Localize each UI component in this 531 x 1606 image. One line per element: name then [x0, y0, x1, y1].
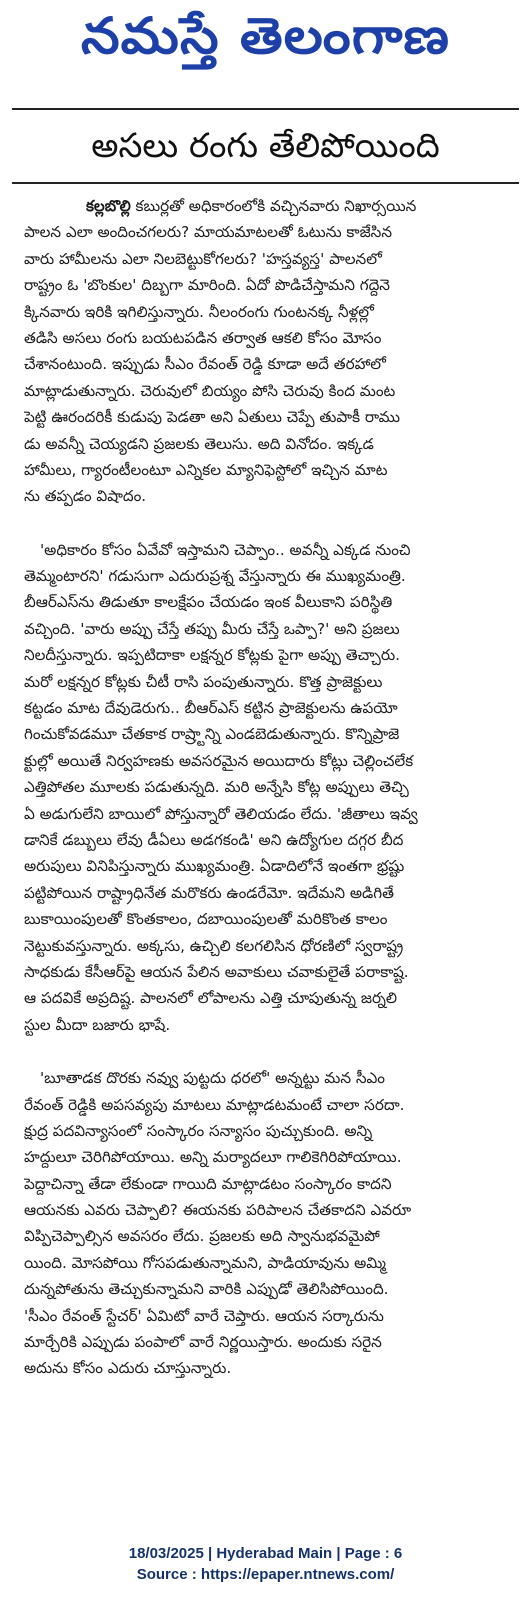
- article-line: పాలన ఎలా అందించగలరు? మాయమాటలతో ఓటును కాజేసిన: [24, 223, 393, 242]
- article-line: 'సీఎం రేవంత్ స్టేచర్' ఏమిటో వారే చెప్తారు. ఆయన సర్కారును: [24, 1306, 384, 1325]
- article-line: రేవంత్ రెడ్డికి అపసవ్యపు మాటలు మాట్లాడటమంటే చాలా సరదా.: [24, 1095, 405, 1114]
- article-line: ఎత్తిపోతల మూలకు పడుతున్నది. మరి అన్నేసి కోట్ల అప్పులు తెచ్చి: [24, 778, 409, 797]
- article-line: నెట్టుకువస్తున్నారు. అక్కసు, ఉచ్చిలి కలగలిసిన ధోరణిలో స్వరాష్ట్ర: [24, 936, 404, 955]
- article-line: చేశానంటుంది. ఇప్పుడు సీఎం రేవంత్ రెడ్డి కూడా అదే తరహాలో: [24, 355, 386, 374]
- article-line: విప్పిచెప్పాల్సిన అవసరం లేదు. ప్రజలకు అది స్వానుభవమైపో: [24, 1227, 380, 1246]
- article-line: ఆయనకు ఎవరు చెప్పాలి? ఈయనకు పరిపాలన చేతకాదని ఎవరూ: [24, 1201, 412, 1220]
- article-line: రాష్ట్రం ఓ 'బొంకుల' దిబ్బగా మారింది. ఏదో పొడిచేస్తామని గద్దెనె: [24, 276, 390, 295]
- article-line: హద్దులూ చెరిగిపోయాయి. అన్ని మర్యాదలూ గాలికెగిరిపోయాయి.: [24, 1148, 402, 1167]
- article-line: బుకాయింపులతో కొంతకాలం, దబాయింపులతో మరికొంత కాలం: [24, 910, 388, 929]
- article-line: ఆ పదవికే అప్రదిష్ట. పాలనలో లోపాలను ఎత్తి చూపుతున్న జర్నలి: [24, 989, 398, 1008]
- article-body: [24, 193, 511, 1382]
- article-line: పెద్దాచిన్నా తేడా లేకుండా గాయిది మాట్లాడటం సంస్కారం కాదని: [24, 1174, 392, 1193]
- edition-dateline: 18/03/2025 | Hyderabad Main | Page : 6: [128, 1545, 403, 1562]
- article-line: క్కినవారు ఇరికి ఇగిలిస్తున్నారు. నీలంరంగు గుంటనక్క నీళ్లల్లో: [24, 302, 374, 321]
- article-paragraph: [24, 1065, 511, 1382]
- article-line: పట్టిపోయిన రాష్ట్రాధినేత మరొకరు ఉండరేమో. ఇదేమని అడిగితే: [24, 883, 394, 902]
- article-line: వచ్చింది. 'వారు అప్పు చేస్తే తప్పు మీరు చేస్తే ఒప్పా?' అని ప్రజలు: [24, 619, 400, 638]
- article-paragraph: [24, 537, 511, 1038]
- paragraph-gap: [24, 1038, 511, 1065]
- article-line: తడిసి అసలు రంగు బయటపడిన తర్వాత ఆకలి కోసం మోసం: [24, 328, 382, 347]
- article-paragraph: [24, 193, 511, 510]
- masthead: [0, 0, 531, 78]
- article-line: అదును కోసం ఎదురు చూస్తున్నారు.: [24, 1359, 232, 1378]
- lead-word: కల్లబొల్లి: [86, 197, 131, 215]
- paragraph-gap: [24, 510, 511, 537]
- article-line: యింది. మోసపోయి గోసపడుతున్నామని, పాడియావును అమ్మి: [24, 1253, 386, 1272]
- article-line: స్టుల మీదా బజారు భాషే.: [24, 1015, 171, 1034]
- article-line: దున్నపోతును తెచ్చుకున్నామని వారికి ఎప్పుడో తెలిసిపోయింది.: [24, 1280, 389, 1299]
- article-line: వారు హామీలను ఎలా నిలబెట్టుకోగలరు? 'హస్తవ్యస్త' పాలనలో: [24, 249, 382, 268]
- article-line: డు అవన్నీ చెయ్యడని ప్రజలకు తెలుసు. అది వినోదం. ఇక్కడ: [24, 434, 374, 453]
- article-line: క్టుల్లో అయితే నిర్వహణకు అవసరమైన అయిదారు కోట్లు చెల్లించలేక: [24, 751, 414, 770]
- article-line: మార్చేరికి ఎప్పుడు పంపాలో వారే నిర్ణయిస్తారు. అందుకు సరైన: [24, 1333, 382, 1352]
- article-line: తెమ్మంటారని' గడుసుగా ఎదురుప్రశ్న వేస్తున్నారు ఈ ముఖ్యమంత్రి.: [24, 567, 406, 586]
- article-line: సాధకుడు కేసీఆర్‌పై ఆయన పేలిన అవాకులు చవాకులైతే పరాకాష్ట.: [24, 962, 409, 981]
- article-line: 'అధికారం కోసం ఏవేవో ఇస్తామని చెప్పాం.. అవన్నీ ఎక్కడ నుంచి: [40, 540, 411, 559]
- headline-bottom-rule: [12, 182, 519, 184]
- article-line: కట్టడం మాట దేవుడెరుగు.. బీఆర్ఎస్ కట్టిన ప్రాజెక్టులను ఉపయో: [24, 699, 398, 718]
- article-line-text: కబుర్లతో అధికారంలోకి వచ్చినవారు నిఖార్సయిన: [130, 197, 417, 215]
- headline-top-rule: [12, 108, 519, 110]
- article-line: మరో లక్షన్నర కోట్లకు చీటీ రాసి పంపుతున్నారు. కొత్త ప్రాజెక్టులు: [24, 672, 383, 691]
- article-line: హామీలు, గ్యారంటీలంటూ ఎన్నికల మ్యానిఫెస్టోలో ఇచ్చిన మాట: [24, 460, 388, 479]
- article-line: అరుపులు వినిపిస్తున్నారు ముఖ్యమంత్రి. ఏడాదిలోనే ఇంతగా భ్రష్టు: [24, 857, 405, 876]
- article-line: నిలదీస్తున్నారు. ఇప్పటిదాకా లక్షన్నర కోట్లకు పైగా అప్పు తెచ్చారు.: [24, 646, 400, 665]
- article-line: ను తప్పడం విషాదం.: [24, 487, 147, 506]
- article-headline: అసలు రంగు తేలిపోయింది: [91, 126, 440, 166]
- article-line: క్షుద్ర పదవిన్యాసంలో సంస్కారం సన్యాసం పుచ్చుకుంది. అన్ని: [24, 1121, 373, 1140]
- article-line: ఏ అడుగులేని బాయిలో పోస్తున్నారో తెలియడం లేదు. 'జీతాలు ఇవ్వ: [24, 804, 418, 823]
- newspaper-logo: నమస్తే తెలంగాణ: [80, 7, 451, 65]
- article-line: డానికే డబ్బులు లేవు డీఏలు అడగకండి' అని ఉద్యోగుల దగ్గర బీద: [24, 830, 404, 849]
- article-line: గించుకోవడమూ చేతకాక రాష్ర్టాన్ని ఎండబెడుతున్నారు. కొన్నిప్రాజె: [24, 725, 400, 744]
- article-line: బీఆర్ఎస్‌ను తిడుతూ కాలక్షేపం చేయడం ఇంక వీలుకాని పరిస్థితి: [24, 593, 393, 612]
- source-credit: Source : https://epaper.ntnews.com/: [136, 1566, 395, 1583]
- article-line: 'బూతాడక దొరకు నవ్వు పుట్టదు ధరలో' అన్నట్టు మన సీఎం: [40, 1069, 385, 1088]
- article-line: [24, 193, 511, 219]
- article-line: మాట్లాడుతున్నారు. చెరువులో బియ్యం పోసి చెరువు కింద మంట: [24, 381, 396, 400]
- article-line: పెట్టి ఊరందరికీ కుడుపు పెడతా అని ఏతులు చెప్పే తుపాకీ రాము: [24, 408, 400, 427]
